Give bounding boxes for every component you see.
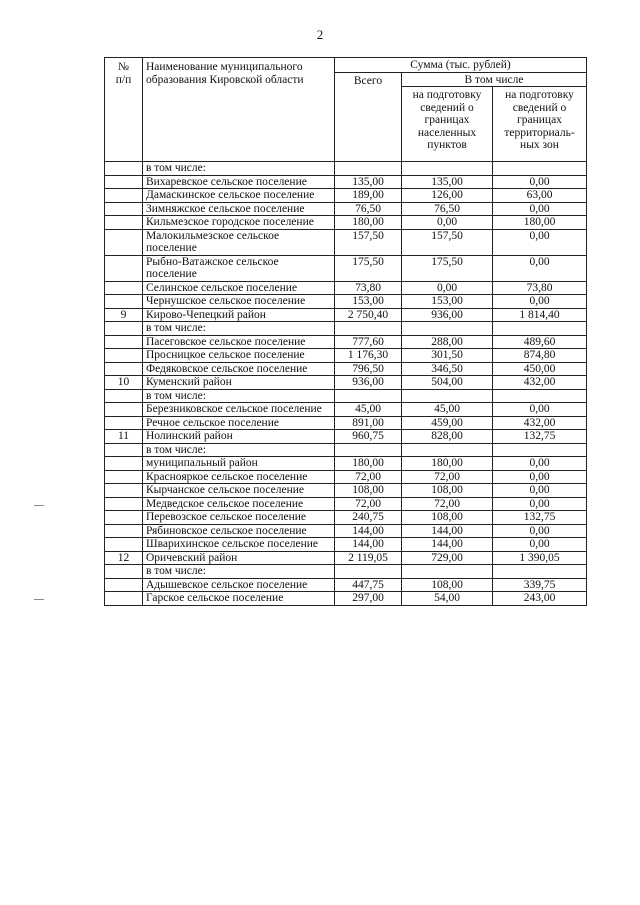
row-name: Малокильмезское сельское поселение bbox=[143, 229, 335, 255]
row-name: Оричевский район bbox=[143, 551, 335, 565]
row-name: Зимняжское сельское поселение bbox=[143, 202, 335, 216]
row-total: 891,00 bbox=[335, 416, 402, 430]
row-number bbox=[105, 524, 143, 538]
row-number bbox=[105, 216, 143, 230]
margin-mark bbox=[34, 505, 44, 506]
row-zones bbox=[493, 322, 587, 336]
row-name: Куменский район bbox=[143, 376, 335, 390]
row-total: 297,00 bbox=[335, 592, 402, 606]
row-total: 157,50 bbox=[335, 229, 402, 255]
table-row bbox=[105, 430, 587, 444]
row-total: 135,00 bbox=[335, 175, 402, 189]
table-row bbox=[105, 511, 587, 525]
header-zones: на подготовку сведений о границах территориаль-ных зон bbox=[493, 87, 587, 162]
row-total: 45,00 bbox=[335, 403, 402, 417]
row-zones: 243,00 bbox=[493, 592, 587, 606]
row-number bbox=[105, 335, 143, 349]
row-settlements: 135,00 bbox=[402, 175, 493, 189]
row-total: 180,00 bbox=[335, 457, 402, 471]
table-row bbox=[105, 189, 587, 203]
row-zones: 432,00 bbox=[493, 376, 587, 390]
row-number bbox=[105, 443, 143, 457]
row-number bbox=[105, 255, 143, 281]
table-row bbox=[105, 202, 587, 216]
row-total: 180,00 bbox=[335, 216, 402, 230]
row-name: в том числе: bbox=[143, 389, 335, 403]
row-total bbox=[335, 322, 402, 336]
row-number bbox=[105, 349, 143, 363]
row-total: 240,75 bbox=[335, 511, 402, 525]
row-total: 73,80 bbox=[335, 281, 402, 295]
table-row bbox=[105, 565, 587, 579]
row-number bbox=[105, 470, 143, 484]
row-number bbox=[105, 497, 143, 511]
row-total: 108,00 bbox=[335, 484, 402, 498]
table-row bbox=[105, 484, 587, 498]
row-settlements: 729,00 bbox=[402, 551, 493, 565]
row-settlements bbox=[402, 443, 493, 457]
row-settlements: 108,00 bbox=[402, 484, 493, 498]
row-total: 796,50 bbox=[335, 362, 402, 376]
row-number bbox=[105, 538, 143, 552]
row-number bbox=[105, 189, 143, 203]
row-name: Краснояркое сельское поселение bbox=[143, 470, 335, 484]
row-settlements: 346,50 bbox=[402, 362, 493, 376]
row-name: в том числе: bbox=[143, 162, 335, 176]
row-zones: 0,00 bbox=[493, 175, 587, 189]
row-total: 175,50 bbox=[335, 255, 402, 281]
row-name: Чернушское сельское поселение bbox=[143, 295, 335, 309]
row-total: 76,50 bbox=[335, 202, 402, 216]
row-zones: 0,00 bbox=[493, 524, 587, 538]
row-total: 144,00 bbox=[335, 524, 402, 538]
table-row bbox=[105, 416, 587, 430]
row-zones: 0,00 bbox=[493, 229, 587, 255]
table-row bbox=[105, 349, 587, 363]
row-number: 10 bbox=[105, 376, 143, 390]
row-name: в том числе: bbox=[143, 322, 335, 336]
row-total: 447,75 bbox=[335, 578, 402, 592]
row-total: 960,75 bbox=[335, 430, 402, 444]
row-name: муниципальный район bbox=[143, 457, 335, 471]
row-name: в том числе: bbox=[143, 565, 335, 579]
budget-table bbox=[104, 57, 587, 606]
row-settlements: 936,00 bbox=[402, 308, 493, 322]
row-zones bbox=[493, 565, 587, 579]
row-total: 2 119,05 bbox=[335, 551, 402, 565]
row-zones: 489,60 bbox=[493, 335, 587, 349]
row-settlements: 288,00 bbox=[402, 335, 493, 349]
row-zones: 0,00 bbox=[493, 497, 587, 511]
row-settlements: 126,00 bbox=[402, 189, 493, 203]
table-row bbox=[105, 216, 587, 230]
header-settlements: на подготовку сведений о границах населенных пунктов bbox=[402, 87, 493, 162]
row-zones: 1 390,05 bbox=[493, 551, 587, 565]
table-row bbox=[105, 295, 587, 309]
table-row bbox=[105, 335, 587, 349]
row-total: 189,00 bbox=[335, 189, 402, 203]
row-name: в том числе: bbox=[143, 443, 335, 457]
table-row bbox=[105, 578, 587, 592]
row-number bbox=[105, 592, 143, 606]
row-zones: 450,00 bbox=[493, 362, 587, 376]
table-row bbox=[105, 524, 587, 538]
table-row bbox=[105, 389, 587, 403]
row-total: 72,00 bbox=[335, 497, 402, 511]
page-number: 2 bbox=[316, 27, 324, 42]
row-total: 153,00 bbox=[335, 295, 402, 309]
row-settlements: 301,50 bbox=[402, 349, 493, 363]
table-row bbox=[105, 497, 587, 511]
row-settlements: 45,00 bbox=[402, 403, 493, 417]
row-settlements: 0,00 bbox=[402, 281, 493, 295]
row-settlements: 459,00 bbox=[402, 416, 493, 430]
row-name: Селинское сельское поселение bbox=[143, 281, 335, 295]
row-name: Просницкое сельское поселение bbox=[143, 349, 335, 363]
table-row bbox=[105, 281, 587, 295]
row-total: 1 176,30 bbox=[335, 349, 402, 363]
row-total: 72,00 bbox=[335, 470, 402, 484]
header-num: № п/п bbox=[105, 58, 143, 162]
row-zones: 0,00 bbox=[493, 538, 587, 552]
row-settlements: 144,00 bbox=[402, 538, 493, 552]
row-zones: 432,00 bbox=[493, 416, 587, 430]
row-settlements: 54,00 bbox=[402, 592, 493, 606]
row-settlements: 504,00 bbox=[402, 376, 493, 390]
row-name: Шварихинское сельское поселение bbox=[143, 538, 335, 552]
row-name: Березниковское сельское поселение bbox=[143, 403, 335, 417]
table-row bbox=[105, 538, 587, 552]
table-row bbox=[105, 457, 587, 471]
row-number bbox=[105, 389, 143, 403]
header-sum: Сумма (тыс. рублей) bbox=[335, 58, 587, 73]
row-settlements bbox=[402, 565, 493, 579]
row-settlements bbox=[402, 389, 493, 403]
row-name: Пасеговское сельское поселение bbox=[143, 335, 335, 349]
row-name: Вихаревское сельское поселение bbox=[143, 175, 335, 189]
row-number: 12 bbox=[105, 551, 143, 565]
row-zones: 0,00 bbox=[493, 295, 587, 309]
row-settlements bbox=[402, 162, 493, 176]
row-zones bbox=[493, 389, 587, 403]
row-zones: 0,00 bbox=[493, 403, 587, 417]
row-zones: 1 814,40 bbox=[493, 308, 587, 322]
row-total bbox=[335, 162, 402, 176]
row-number bbox=[105, 511, 143, 525]
row-number bbox=[105, 457, 143, 471]
row-total: 777,60 bbox=[335, 335, 402, 349]
row-name: Перевозское сельское поселение bbox=[143, 511, 335, 525]
row-number bbox=[105, 565, 143, 579]
row-zones: 0,00 bbox=[493, 457, 587, 471]
row-number bbox=[105, 295, 143, 309]
row-total bbox=[335, 565, 402, 579]
table-row bbox=[105, 551, 587, 565]
table-row bbox=[105, 403, 587, 417]
row-settlements: 153,00 bbox=[402, 295, 493, 309]
row-name: Медведское сельское поселение bbox=[143, 497, 335, 511]
row-zones: 0,00 bbox=[493, 255, 587, 281]
row-zones: 874,80 bbox=[493, 349, 587, 363]
row-number bbox=[105, 281, 143, 295]
row-zones: 63,00 bbox=[493, 189, 587, 203]
table-row bbox=[105, 162, 587, 176]
row-settlements: 175,50 bbox=[402, 255, 493, 281]
row-zones: 180,00 bbox=[493, 216, 587, 230]
margin-mark bbox=[34, 599, 44, 600]
table-row bbox=[105, 362, 587, 376]
row-name: Кильмезское городское поселение bbox=[143, 216, 335, 230]
row-number bbox=[105, 162, 143, 176]
table-row bbox=[105, 229, 587, 255]
row-zones: 339,75 bbox=[493, 578, 587, 592]
table-row bbox=[105, 308, 587, 322]
table-row bbox=[105, 443, 587, 457]
header-total: Всего bbox=[335, 72, 402, 162]
row-total bbox=[335, 389, 402, 403]
row-name: Адышевское сельское поселение bbox=[143, 578, 335, 592]
row-zones: 0,00 bbox=[493, 202, 587, 216]
header-name: Наименование муниципального образования Кировской области bbox=[143, 58, 335, 162]
row-total: 2 750,40 bbox=[335, 308, 402, 322]
row-settlements: 108,00 bbox=[402, 578, 493, 592]
row-name: Дамаскинское сельское поселение bbox=[143, 189, 335, 203]
row-zones: 0,00 bbox=[493, 470, 587, 484]
row-name: Нолинский район bbox=[143, 430, 335, 444]
row-name: Кырчанское сельское поселение bbox=[143, 484, 335, 498]
header-including: В том числе bbox=[402, 72, 587, 87]
row-zones: 132,75 bbox=[493, 511, 587, 525]
row-name: Федяковское сельское поселение bbox=[143, 362, 335, 376]
row-settlements: 828,00 bbox=[402, 430, 493, 444]
row-name: Рябиновское сельское поселение bbox=[143, 524, 335, 538]
row-number: 11 bbox=[105, 430, 143, 444]
row-zones: 73,80 bbox=[493, 281, 587, 295]
row-name: Кирово-Чепецкий район bbox=[143, 308, 335, 322]
table-row bbox=[105, 322, 587, 336]
row-zones: 0,00 bbox=[493, 484, 587, 498]
table-row bbox=[105, 376, 587, 390]
table-row bbox=[105, 470, 587, 484]
row-total bbox=[335, 443, 402, 457]
row-number: 9 bbox=[105, 308, 143, 322]
row-settlements: 180,00 bbox=[402, 457, 493, 471]
row-zones: 132,75 bbox=[493, 430, 587, 444]
row-settlements bbox=[402, 322, 493, 336]
row-number bbox=[105, 175, 143, 189]
row-settlements: 72,00 bbox=[402, 470, 493, 484]
row-name: Рыбно-Ватажское сельское поселение bbox=[143, 255, 335, 281]
row-number bbox=[105, 362, 143, 376]
row-settlements: 144,00 bbox=[402, 524, 493, 538]
row-total: 936,00 bbox=[335, 376, 402, 390]
row-settlements: 0,00 bbox=[402, 216, 493, 230]
row-settlements: 72,00 bbox=[402, 497, 493, 511]
row-zones bbox=[493, 162, 587, 176]
row-zones bbox=[493, 443, 587, 457]
row-name: Гарское сельское поселение bbox=[143, 592, 335, 606]
row-number bbox=[105, 202, 143, 216]
table-row bbox=[105, 255, 587, 281]
row-number bbox=[105, 229, 143, 255]
row-number bbox=[105, 403, 143, 417]
row-settlements: 76,50 bbox=[402, 202, 493, 216]
row-number bbox=[105, 322, 143, 336]
row-settlements: 108,00 bbox=[402, 511, 493, 525]
row-number bbox=[105, 484, 143, 498]
row-name: Речное сельское поселение bbox=[143, 416, 335, 430]
row-number bbox=[105, 416, 143, 430]
row-total: 144,00 bbox=[335, 538, 402, 552]
table-row bbox=[105, 175, 587, 189]
row-number bbox=[105, 578, 143, 592]
table-row bbox=[105, 592, 587, 606]
row-settlements: 157,50 bbox=[402, 229, 493, 255]
